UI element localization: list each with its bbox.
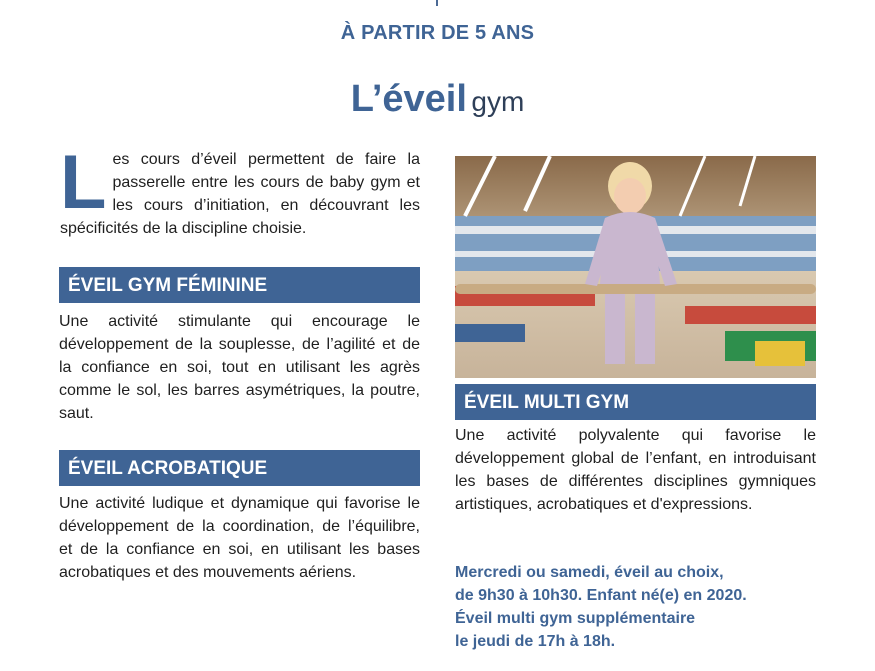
section-title-multi: ÉVEIL MULTI GYM	[455, 384, 816, 420]
age-heading: À PARTIR DE 5 ANS	[340, 22, 535, 44]
gym-photo	[455, 156, 816, 378]
section-body-feminine	[59, 310, 420, 425]
section-title-acrobatique: ÉVEIL ACROBATIQUE	[59, 450, 420, 486]
top-divider	[436, 0, 438, 6]
section-title-feminine: ÉVEIL GYM FÉMININE	[59, 267, 420, 303]
intro-text: es cours d’éveil permettent de faire la passerelle entre les cours de baby gym et les cours d’initiation, en découvrant les spécificités de la discipline choisie.	[60, 151, 420, 237]
section-text-feminine: Une activité stimulante qui encourage le développement de la souplesse, de l’agilité et de la confiance en soi, tout en utilisant les agrès comme le sol, les barres asymétriques, la poutre, saut.	[59, 313, 420, 422]
section-body-acrobatique	[59, 492, 420, 584]
title-light: gym	[471, 86, 525, 117]
page-title	[0, 78, 875, 121]
section-text-multi: Une activité polyvalente qui favorise le développement global de l’enfant, en introduisant les bases de différentes disciplines gymniques artistiques, acrobatiques et d'expressions.	[455, 427, 816, 513]
schedule-line-4: le jeudi de 17h à 18h.	[455, 633, 616, 650]
drop-cap: L	[60, 140, 107, 225]
title-strong: L’éveil	[350, 78, 467, 120]
schedule-info	[455, 561, 816, 653]
gym-photo-illustration	[455, 156, 816, 378]
schedule-line-1: Mercredi ou samedi, éveil au choix,	[455, 564, 724, 581]
intro-paragraph	[60, 140, 420, 240]
section-body-multi	[455, 424, 816, 516]
schedule-line-3: Éveil multi gym supplémentaire	[455, 610, 696, 627]
schedule-line-2: de 9h30 à 10h30. Enfant né(e) en 2020.	[455, 587, 747, 604]
section-text-acrobatique: Une activité ludique et dynamique qui favorise le développement de la coordination, de l’équilibre, et de la confiance en soi, en utilisant les bases acrobatiques et des mouvements aériens.	[59, 495, 420, 581]
